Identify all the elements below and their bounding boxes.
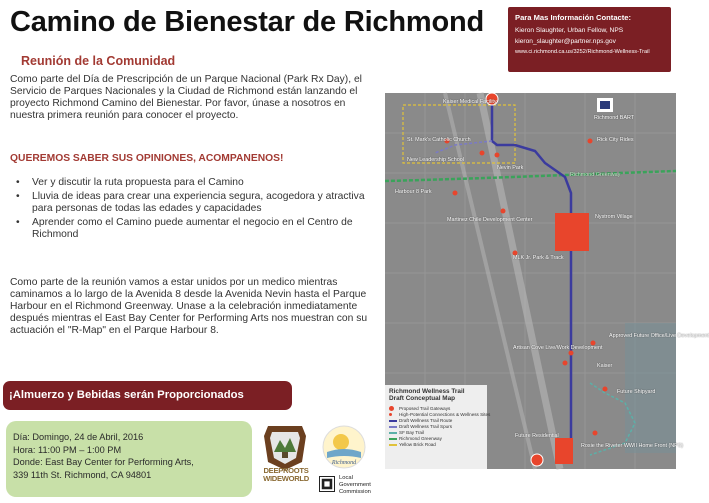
map-label: Harbour 8 Park	[395, 189, 432, 195]
contact-url[interactable]: www.ci.richmond.ca.us/3252/Richmond-Wellness-Trail	[515, 49, 650, 55]
map-label: Kaiser Medical Facility	[443, 99, 497, 105]
legend-title: Richmond Wellness Trail	[389, 388, 465, 395]
map-label: Future Residential	[515, 433, 559, 439]
lunch-banner: ¡Almuerzo y Bebidas serán Proporcionados	[3, 381, 292, 410]
legend-item: SF Bay Trail	[389, 430, 483, 436]
bullet-text: Aprender como el Camino puede aumentar el negocio en el Centro de Richmond	[32, 217, 353, 240]
map-label: Nystrom Village	[595, 214, 633, 220]
legend-swatch	[389, 444, 397, 446]
trail-map	[385, 93, 709, 469]
nps-arrowhead-logo	[258, 422, 312, 497]
event-time: Hora: 11:00 PM – 1:00 PM	[13, 444, 122, 455]
city-of-richmond-logo	[321, 424, 367, 470]
map-label: MLK Jr. Park & Track	[513, 255, 564, 261]
legend-item: Draft Wellness Trail Route	[389, 418, 483, 424]
deeproots-logo-text: DEEPROOTS WIDEWORLD	[263, 466, 309, 483]
map-label: Artisan Cove Live/Work Development	[513, 345, 603, 351]
list-item	[14, 191, 384, 215]
richmond-logo-text: Richmond	[331, 460, 357, 466]
bullet-icon: •	[16, 191, 20, 202]
bullet-text: Lluvia de ideas para crear una experiencia segura, acogedora y atractiva para personas de todas las edades y capacidades	[32, 191, 365, 214]
event-details	[6, 421, 252, 497]
legend-subtitle: Draft Conceptual Map	[389, 395, 456, 402]
meeting-subtitle: Reunión de la Comunidad	[21, 54, 176, 68]
map-label: Future Shipyard	[617, 389, 656, 395]
map-label: Rick City Rides	[597, 137, 634, 143]
map-label: Martinez Chile Development Center	[447, 217, 533, 223]
page-title: Camino de Bienestar de Richmond	[10, 6, 484, 38]
event-place: Donde: East Bay Center for Performing Arts,	[13, 457, 194, 467]
lgc-logo-icon	[319, 476, 335, 492]
legend-swatch	[389, 420, 397, 422]
map-label: St. Mark's Catholic Church	[407, 137, 471, 143]
legend-swatch	[389, 413, 392, 416]
legend-item: Draft Wellness Trail Spurs	[389, 424, 483, 430]
map-label: Richmond BART	[594, 115, 635, 121]
list-item	[14, 177, 384, 189]
contact-email[interactable]: kieron_slaughter@partner.nps.gov	[515, 38, 616, 45]
map-label: Rosie the Riveter WWII Home Front (NPS)	[581, 443, 684, 449]
legend-item: Yellow Brick Road	[389, 442, 483, 448]
want-heading: QUEREMOS SABER SUS OPINIONES, ACOMPANENOS!	[10, 153, 284, 164]
legend-swatch	[389, 432, 397, 434]
legend-item: High-Potential Connections & Wellness Sites	[389, 412, 483, 418]
legend-item: Richmond Greenway	[389, 436, 483, 442]
event-date: Día: Domingo, 24 de Abril, 2016	[13, 432, 144, 442]
map-legend	[385, 385, 491, 469]
intro-paragraph: Como parte del Día de Prescripción de un Parque Nacional (Park Rx Day), el Servicio de Parques Nacionales y la Ciudad de Richmond están lanzando el proyecto Richmond Camino del Bienestar. Por favor, únase a nosotros en nuestra primera reunión para conocer el proyecto.	[10, 74, 362, 121]
map-label: Richmond Greenway	[570, 172, 621, 178]
list-item	[14, 217, 384, 241]
map-label: New Leadership School	[407, 157, 464, 163]
bullet-text: Ver y discutir la ruta propuesta para el Camino	[32, 177, 244, 188]
bullet-list	[14, 177, 384, 243]
legend-swatch	[389, 426, 397, 428]
map-label: Nevin Park	[497, 165, 524, 171]
map-label: Kaiser	[597, 363, 613, 369]
legend-swatch	[389, 438, 397, 440]
event-address: 339 11th St. Richmond, CA 94801	[13, 469, 152, 480]
map-label: Approved Future Office/Live Development	[609, 333, 709, 339]
contact-person: Kieron Slaughter, Urban Fellow, NPS	[515, 27, 624, 34]
legend-swatch	[389, 406, 394, 411]
contact-box	[508, 7, 671, 72]
legend-item: Proposed Trail Gateways	[389, 406, 483, 412]
bullet-icon: •	[16, 177, 20, 188]
lgc-logo-text: Local Government Commission	[339, 475, 371, 495]
bullet-icon: •	[16, 217, 20, 228]
contact-heading: Para Mas Información Contacte:	[515, 13, 632, 22]
walk-paragraph: Como parte de la reunión vamos a estar unidos por un medico mientras caminamos a lo largo de la Avenida 8 desde la Avenida Nevin hasta el Parque Harbour en el Richmond Greenway. Unase a la celebración inmediatamente después mientras el East Bay Center for Performing Arts nos muestran con su actuación el "R-Map" en el Parque Harbour 8.	[10, 277, 368, 336]
